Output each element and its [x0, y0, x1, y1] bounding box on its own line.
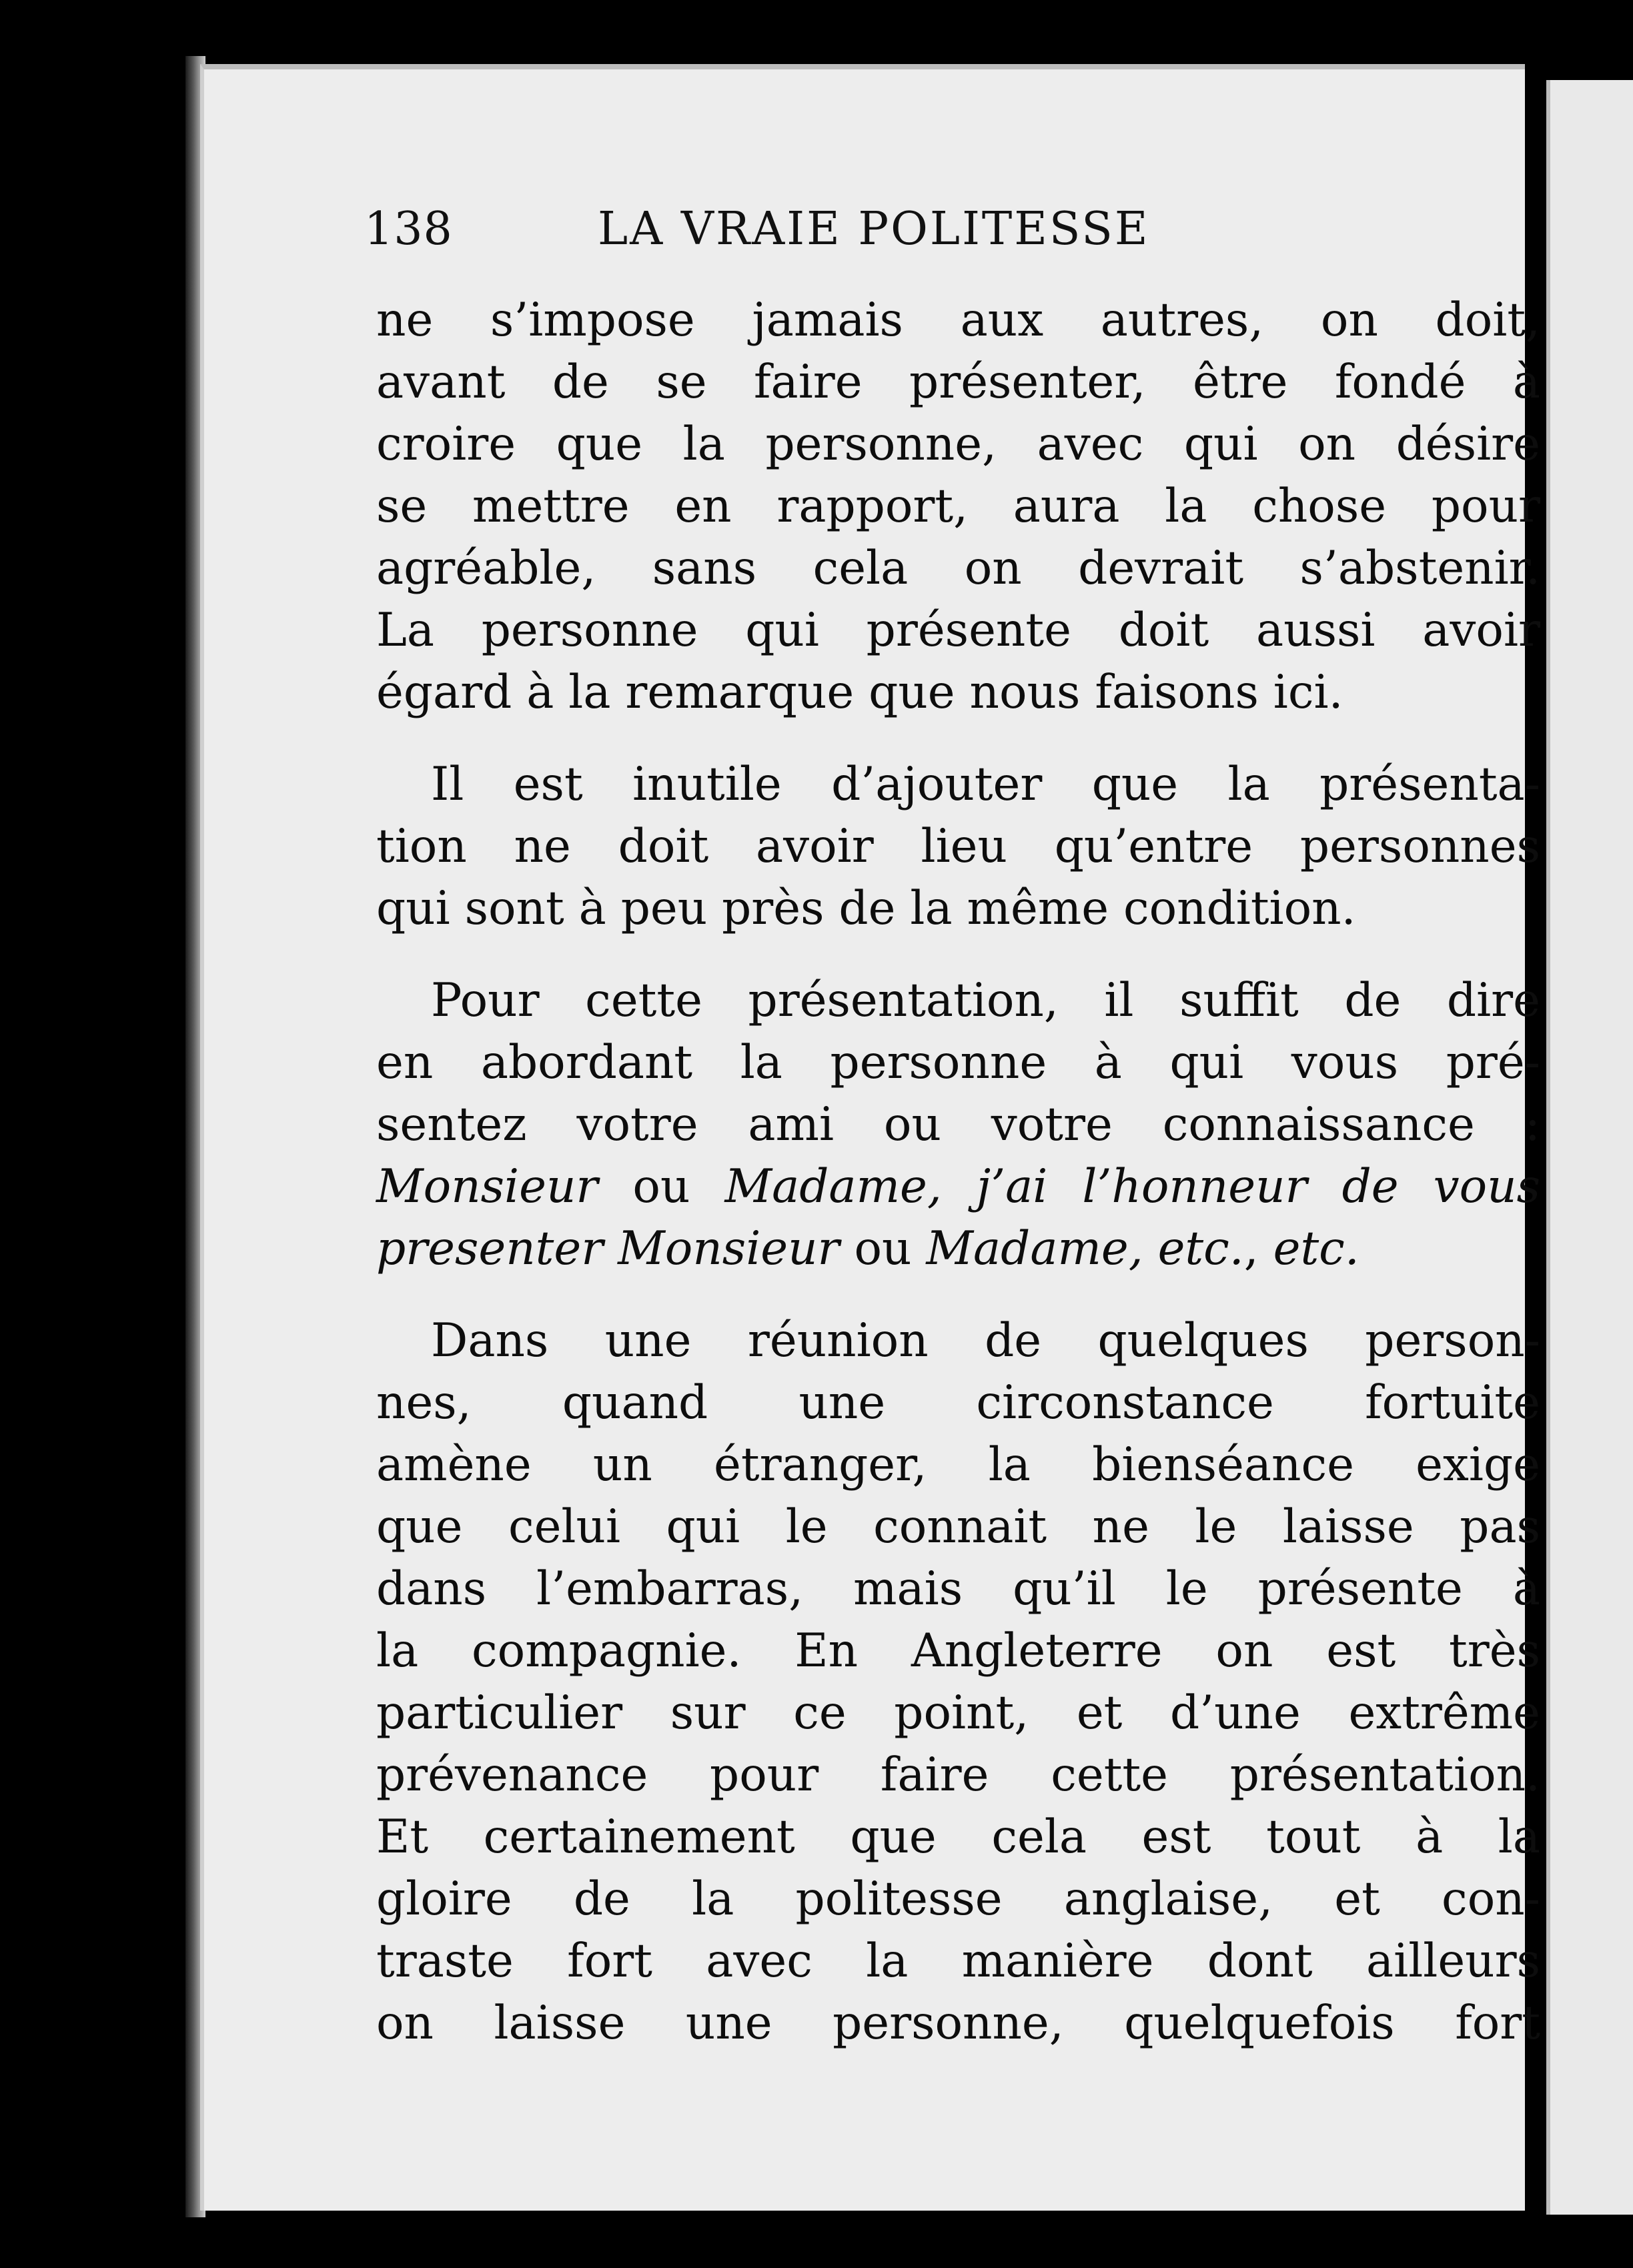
text-line: nes, quand une circonstance fortuite	[376, 1376, 1540, 1430]
text-line: avant de se faire présenter, être fondé à	[376, 356, 1540, 409]
body-text	[376, 290, 1540, 2055]
paragraph-gap	[376, 724, 1540, 754]
text-line: sentez votre ami ou votre connaissance :	[376, 1098, 1540, 1151]
paragraph-2	[376, 754, 1540, 940]
text-line: en abordant la personne à qui vous pré-	[376, 1036, 1540, 1089]
text-line: agréable, sans cela on devrait s’abstenir.	[376, 542, 1540, 595]
page-header	[364, 203, 1405, 276]
text-line: dans l’embarras, mais qu’il le présente à	[376, 1562, 1540, 1616]
italic-phrase: Madame, etc.	[926, 1222, 1244, 1275]
text-line: Il est inutile d’ajouter que la présenta-	[431, 758, 1540, 811]
paragraph-gap	[376, 1280, 1540, 1310]
page-number: 138	[364, 203, 453, 255]
roman-phrase: ou	[839, 1222, 927, 1275]
text-line: Dans une réunion de quelques person-	[431, 1314, 1540, 1367]
facing-page-edge	[1546, 80, 1633, 2215]
text-line: qui sont à peu près de la même condition.	[376, 882, 1356, 935]
text-line: égard à la remarque que nous faisons ici.	[376, 666, 1343, 719]
book-page	[200, 64, 1540, 2211]
running-title: LA VRAIE POLITESSE	[598, 203, 1150, 255]
text-line: amène un étranger, la bienséance exige	[376, 1438, 1540, 1492]
text-line: se mettre en rapport, aura la chose pour	[376, 480, 1540, 533]
text-line: gloire de la politesse anglaise, et con-	[376, 1872, 1540, 1926]
italic-phrase: Monsieur	[376, 1160, 598, 1213]
text-line: ne s’impose jamais aux autres, on doit,	[376, 294, 1540, 347]
italic-phrase: Madame, j’ai l’honneur de vous	[724, 1160, 1540, 1213]
text-line: Et certainement que cela est tout à la	[376, 1810, 1540, 1864]
italic-text-line	[376, 1218, 1540, 1280]
text-line: que celui qui le connait ne le laisse pas	[376, 1500, 1540, 1554]
text-line: Pour cette présentation, il suffit de dire	[431, 974, 1540, 1027]
text-line: croire que la personne, avec qui on désire	[376, 418, 1540, 471]
paragraph-1	[376, 290, 1540, 724]
italic-phrase: etc.	[1273, 1222, 1359, 1275]
text-line: particulier sur ce point, et d’une extrême	[376, 1686, 1540, 1740]
paragraph-3	[376, 970, 1540, 1280]
text-line: prévenance pour faire cette présentation.	[376, 1748, 1540, 1802]
text-line: tion ne doit avoir lieu qu’entre personnes	[376, 820, 1540, 873]
text-line: on laisse une personne, quelquefois fort	[376, 1997, 1540, 2050]
roman-phrase: ou	[598, 1160, 725, 1213]
italic-text-line	[376, 1156, 1540, 1218]
text-line: traste fort avec la manière dont ailleurs	[376, 1934, 1540, 1988]
roman-phrase: ,	[1243, 1222, 1273, 1275]
paragraph-4	[376, 1310, 1540, 2055]
italic-phrase: presenter Monsieur	[376, 1222, 840, 1275]
text-line: La personne qui présente doit aussi avoir	[376, 604, 1540, 657]
paragraph-gap	[376, 940, 1540, 970]
text-line: la compagnie. En Angleterre on est très	[376, 1624, 1540, 1678]
